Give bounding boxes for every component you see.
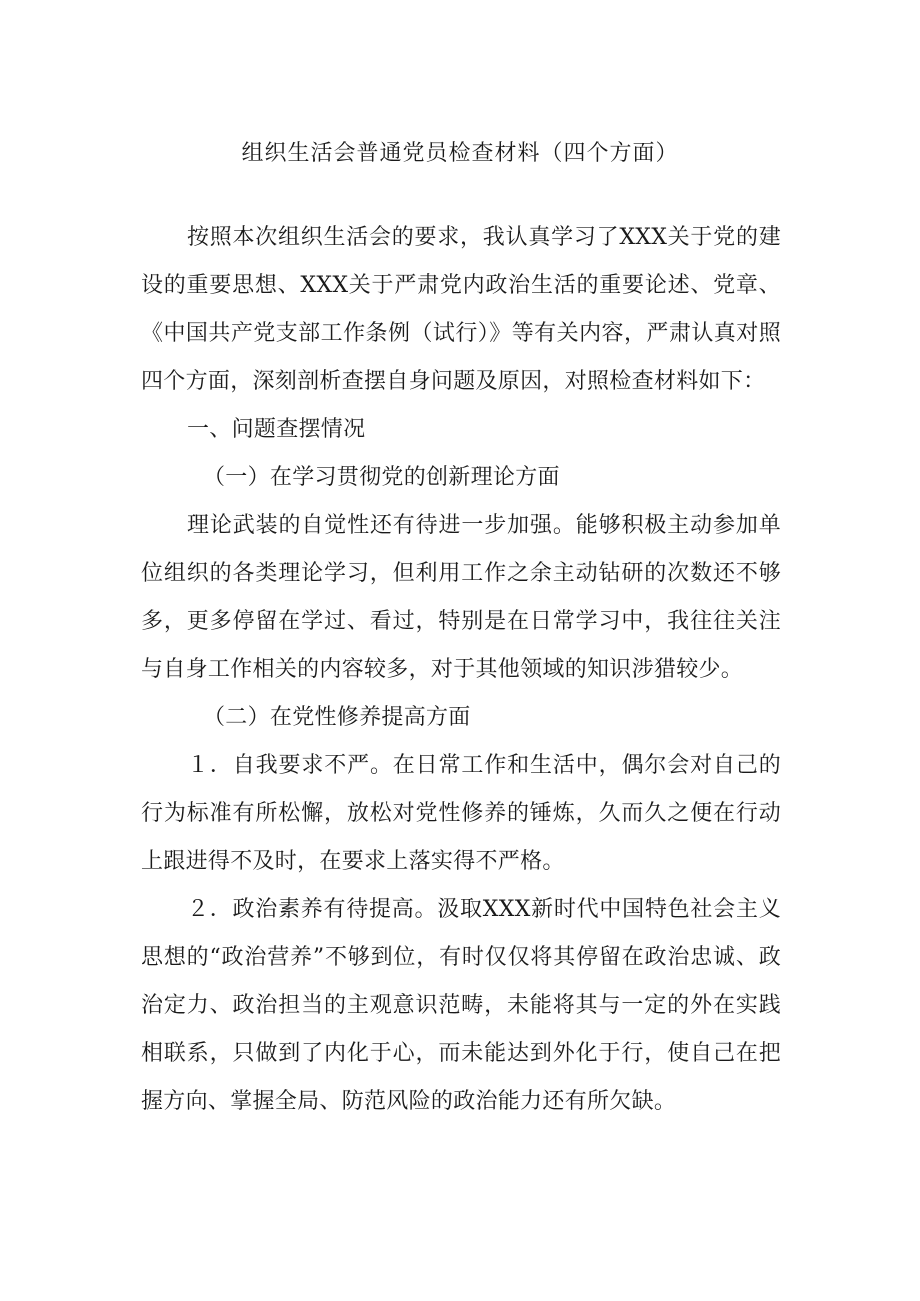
theory-paragraph: 理论武装的自觉性还有待进一步加强。能够积极主动参加单位组织的各类理论学习，但利用工作之余主动钻研的次数还不够多，更多停留在学过、看过，特别是在日常学习中，我往往关注与自身工作相关的内容较多，对于其他领域的知识涉猎较少。 bbox=[141, 513, 781, 682]
subsection-heading-theory: （一）在学习贯彻党的创新理论方面 bbox=[203, 465, 560, 490]
section-heading-problems: 一、问题查摆情况 bbox=[187, 417, 366, 442]
document-title: 组织生活会普通党员检查材料（四个方面） bbox=[241, 141, 679, 166]
document-body bbox=[141, 214, 781, 1126]
subsection-heading-party-spirit: （二）在党性修养提高方面 bbox=[203, 705, 471, 730]
point-1-paragraph: １．自我要求不严。在日常工作和生活中，偶尔会对自己的行为标准有所松懈，放松对党性修养的锤炼，久而久之便在行动上跟进得不及时，在要求上落实得不严格。 bbox=[141, 753, 781, 874]
intro-paragraph: 按照本次组织生活会的要求，我认真学习了XXX关于党的建设的重要思想、XXX关于严肃党内政治生活的重要论述、党章、《中国共产党支部工作条例（试行）》等有关内容，严肃认真对照四个方面，深刻剖析查摆自身问题及原因，对照检查材料如下： bbox=[141, 225, 781, 394]
point-2-paragraph: ２．政治素养有待提高。汲取XXX新时代中国特色社会主义思想的“政治营养”不够到位，有时仅仅将其停留在政治忠诚、政治定力、政治担当的主观意识范畴，未能将其与一定的外在实践相联系，只做到了内化于心，而未能达到外化于行，使自己在把握方向、掌握全局、防范风险的政治能力还有所欠缺。 bbox=[141, 897, 781, 1114]
